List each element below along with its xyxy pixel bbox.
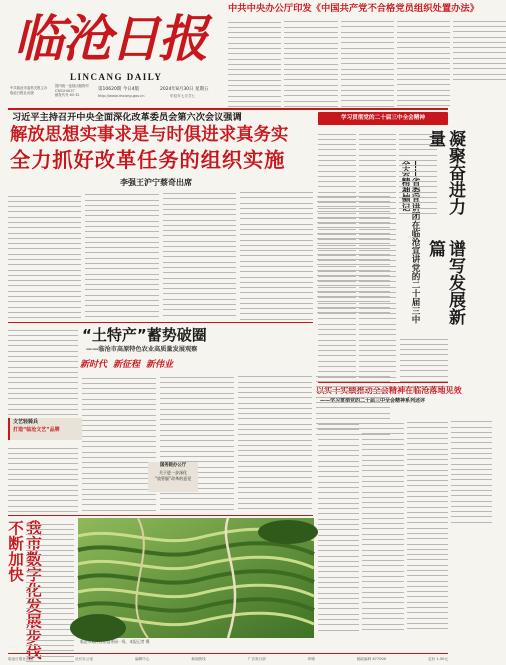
right-banner-label: 学习贯彻党的二十届三中全会精神 [341, 115, 425, 121]
masthead-issue: 第10620期 今日4版 [98, 87, 140, 92]
lead-sub: 李强王沪宁蔡奇出席 [120, 178, 192, 187]
masthead-meta-line: 临沧日报社出版 [10, 90, 34, 95]
mid-box-line: 关于进一步深化 [159, 470, 187, 475]
masthead-lunar: 甲辰年七月廿七 [170, 94, 196, 98]
right-feature-body-2 [400, 335, 448, 380]
right-story-title[interactable]: 以实干实绩推动全会精神在临沧落地见效 [316, 385, 462, 395]
masthead-website[interactable]: http://www.lincang.gov.cn [98, 94, 145, 98]
mid-box[interactable] [148, 462, 198, 492]
footer-item: 邮政编码 677000 [356, 657, 387, 661]
footer [8, 655, 448, 663]
small-box[interactable] [8, 418, 82, 440]
masthead-date: 2024年8月30日 星期五 [160, 87, 209, 92]
masthead-meta-line: 中共临沧市委机关报主办 [10, 86, 48, 90]
lead-title-2[interactable]: 全力抓好改革任务的组织实施 [10, 148, 286, 172]
top-story-headline[interactable]: 中共中央办公厅印发《中国共产党不合格党员组织处置办法》 [228, 3, 480, 14]
small-box-line: 打造“临沧文艺”品牌 [13, 427, 60, 433]
masthead-english: LINCANG DAILY [70, 72, 163, 82]
right-feature-title-b[interactable]: 谱写发展新篇 [425, 240, 465, 325]
masthead-divider [8, 108, 448, 110]
feature-left-body-2 [8, 444, 78, 504]
masthead-cn-line: CN53-0037 [55, 88, 75, 93]
side-vertical-title[interactable]: 我市数字化发展步伐不断加快 [6, 520, 42, 660]
masthead-meta-cn [55, 84, 95, 98]
feature-title[interactable]: “土特产”蓄势破圈 [82, 326, 207, 344]
right-feature-title-a[interactable]: 凝聚奋进力量 [425, 130, 465, 215]
masthead-title: 临沧日报 [14, 9, 206, 68]
footer-item: 印刷 [307, 657, 315, 661]
footer-item: 新闻热线 [191, 657, 206, 661]
right-story-body [318, 420, 448, 632]
feature-tags [80, 358, 240, 372]
mid-box-line: “放管服”改革的意见 [154, 476, 192, 481]
feature-tag: 新征程 [113, 360, 141, 370]
right-story-sub: ——学习贯彻党的二十届三中全会精神系列述评 [320, 398, 426, 404]
top-story-body [228, 18, 450, 108]
lead-body [8, 192, 313, 320]
terrace-photo[interactable] [78, 518, 314, 638]
footer-item: 广告发行部 [247, 657, 266, 661]
feature-rule [8, 322, 313, 323]
small-box-title: 文艺轻骑兵 [13, 419, 39, 425]
feature-tag: 新伟业 [146, 360, 174, 370]
right-feature-sub: ——省委宣讲团在临沧宣讲党的二十届三中全会精神侧记 [400, 160, 420, 324]
masthead-cn-line: 国内统一连续出版物号 [55, 84, 89, 88]
footer-item: 社长办公室 [75, 657, 94, 661]
footer-item: 定价 1.50元 [428, 657, 448, 661]
masthead-meta-left [10, 86, 52, 95]
lead-title-1[interactable]: 解放思想实事求是与时俱进求真务实 [10, 125, 289, 145]
footer-rule [8, 653, 448, 654]
terrace-image [78, 518, 314, 638]
masthead [10, 6, 225, 102]
feature-left-body [8, 326, 78, 416]
footer-item: 编辑中心 [135, 657, 150, 661]
photo-caption: 临沧市双江自治县茶园一角。本报记者 摄 [80, 639, 150, 644]
feature-sub: ——临沧市高原特色农业高质量发展观察 [86, 346, 198, 353]
right-banner[interactable] [318, 112, 448, 125]
feature-tag: 新时代 [80, 360, 108, 370]
side-body [26, 520, 74, 645]
side-rule [8, 515, 313, 516]
masthead-cn-line: 邮发代号 63-12 [55, 93, 80, 97]
lead-kicker: 习近平主持召开中央全面深化改革委员会第六次会议强调 [12, 112, 242, 123]
right-feature-body [318, 130, 396, 378]
mid-box-title: 国务院办公厅 [159, 463, 187, 468]
footer-item: 临沧日报社出版 [8, 657, 34, 661]
